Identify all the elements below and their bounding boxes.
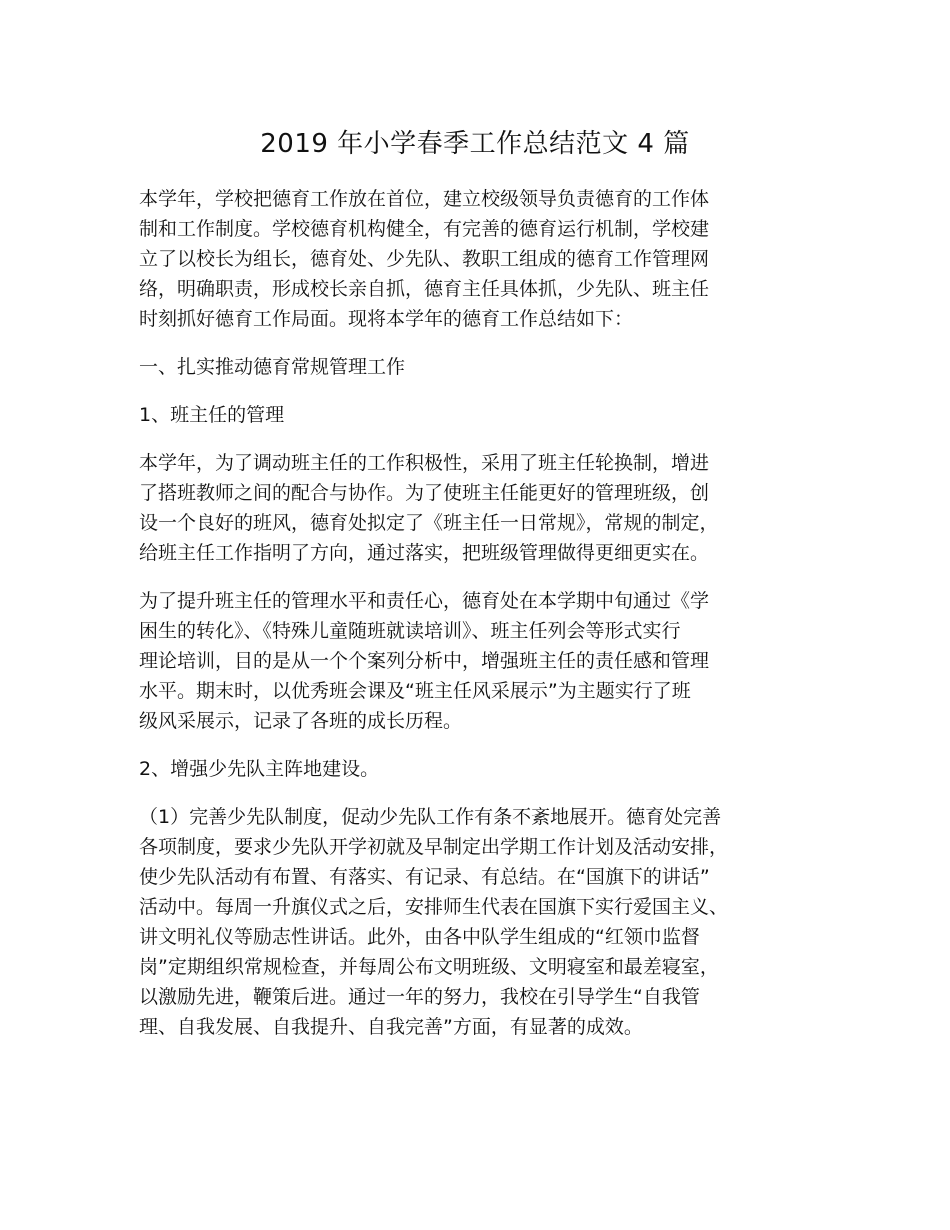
intro-paragraph <box>139 184 771 334</box>
text-line: 立了以校长为组长，德育处、少先队、教职工组成的德育工作管理网 <box>139 248 710 270</box>
body-paragraph <box>139 586 771 736</box>
text-line: 设一个良好的班风，德育处拟定了《班主任一日常规》，常规的制定， <box>139 512 719 534</box>
document-body <box>139 184 771 1060</box>
text-line: 理论培训，目的是从一个个案列分析中，增强班主任的责任感和管理 <box>139 650 710 672</box>
text-line: 活动中。每周一升旗仪式之后，安排师生代表在国旗下实行爱国主义、 <box>139 896 729 918</box>
body-paragraph <box>139 802 771 1042</box>
text-line: 时刻抓好德育工作局面。现将本学年的德育工作总结如下： <box>139 308 634 330</box>
text-line: 以激励先进，鞭策后进。通过一年的努力，我校在引导学生“自我管 <box>139 986 700 1008</box>
text-line: 了搭班教师之间的配合与协作。为了使班主任能更好的管理班级，创 <box>139 482 710 504</box>
text-line: 岗”定期组织常规检查，并每周公布文明班级、文明寝室和最差寝室， <box>139 956 719 978</box>
text-line: 困生的转化》、《特殊儿童随班就读培训》、班主任列会等形式实行 <box>139 620 681 642</box>
text-line: 使少先队活动有布置、有落实、有记录、有总结。在“国旗下的讲话” <box>139 866 710 888</box>
text-line: 本学年，学校把德育工作放在首位，建立校级领导负责德育的工作体 <box>139 188 710 210</box>
section-heading: 一、扎实推动德育常规管理工作 <box>139 356 406 378</box>
body-paragraph <box>139 448 771 568</box>
document-title: 2019 年小学春季工作总结范文 4 篇 <box>260 129 690 159</box>
text-line: 给班主任工作指明了方向，通过落实，把班级管理做得更细更实在。 <box>139 542 710 564</box>
subsection-heading: 2、增强少先队主阵地建设。 <box>139 758 380 780</box>
text-line: 制和工作制度。学校德育机构健全，有完善的德育运行机制，学校建 <box>139 218 710 240</box>
subsection-heading: 1、班主任的管理 <box>139 404 285 426</box>
text-line: 水平。期末时，以优秀班会课及“班主任风采展示”为主题实行了班 <box>139 680 691 702</box>
text-line: 各项制度，要求少先队开学初就及早制定出学期工作计划及活动安排， <box>139 836 729 858</box>
text-line: 讲文明礼仪等励志性讲话。此外，由各中队学生组成的“红领巾监督 <box>139 926 700 948</box>
text-line: 为了提升班主任的管理水平和责任心，德育处在本学期中旬通过《学 <box>139 590 710 612</box>
text-line: 理、自我发展、自我提升、自我完善”方面，有显著的成效。 <box>139 1016 643 1038</box>
text-line: 络，明确职责，形成校长亲自抓，德育主任具体抓，少先队、班主任 <box>139 278 710 300</box>
text-line: （1）完善少先队制度，促动少先队工作有条不紊地展开。德育处完善 <box>139 806 722 828</box>
text-line: 本学年，为了调动班主任的工作积极性，采用了班主任轮换制，增进 <box>139 452 710 474</box>
text-line: 级风采展示，记录了各班的成长历程。 <box>139 710 463 732</box>
